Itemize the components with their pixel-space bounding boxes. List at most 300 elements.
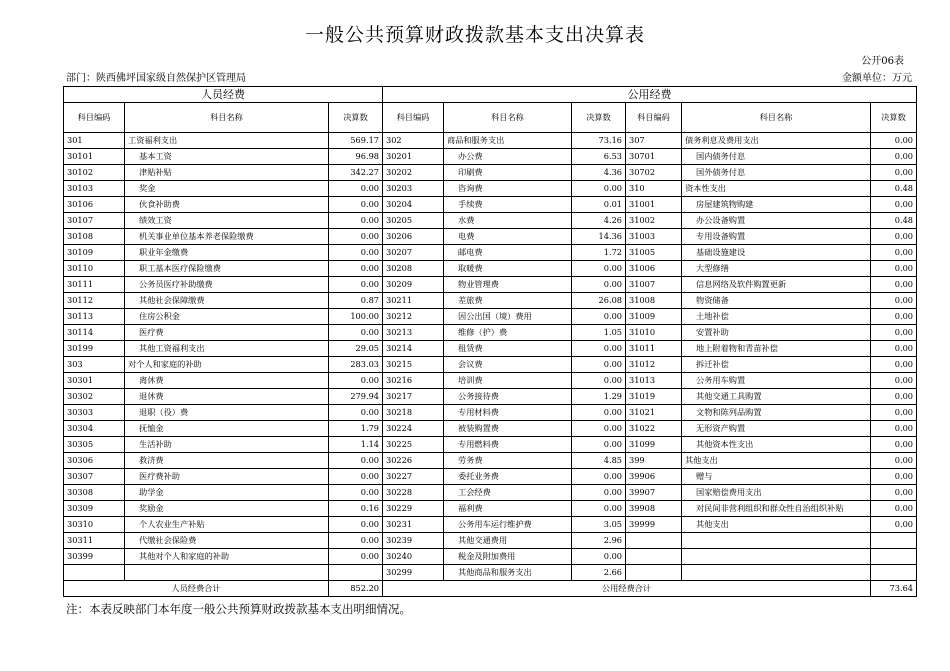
code-cell: 30203 bbox=[383, 181, 444, 197]
public-total-value: 73.64 bbox=[871, 581, 917, 597]
amount-cell: 3.05 bbox=[572, 517, 626, 533]
table-row bbox=[64, 293, 917, 309]
name-cell: 抚恤金 bbox=[125, 421, 329, 437]
code-cell: 39906 bbox=[626, 469, 682, 485]
code-cell: 30299 bbox=[383, 565, 444, 581]
code-cell: 30211 bbox=[383, 293, 444, 309]
code-cell: 30206 bbox=[383, 229, 444, 245]
table-row bbox=[64, 437, 917, 453]
amount-cell: 0.00 bbox=[329, 197, 383, 213]
amount-cell: 0.87 bbox=[329, 293, 383, 309]
code-cell: 30213 bbox=[383, 325, 444, 341]
code-cell: 30701 bbox=[626, 149, 682, 165]
table-row bbox=[64, 261, 917, 277]
name-cell: 拆迁补偿 bbox=[682, 357, 871, 373]
code-cell: 30209 bbox=[383, 277, 444, 293]
name-cell: 培训费 bbox=[444, 373, 572, 389]
col-header-amount: 决算数 bbox=[329, 103, 383, 133]
name-cell: 助学金 bbox=[125, 485, 329, 501]
name-cell: 津贴补贴 bbox=[125, 165, 329, 181]
name-cell: 退休费 bbox=[125, 389, 329, 405]
code-cell: 31019 bbox=[626, 389, 682, 405]
table-row bbox=[64, 517, 917, 533]
code-cell bbox=[64, 565, 125, 581]
code-cell: 303 bbox=[64, 357, 125, 373]
code-cell: 31009 bbox=[626, 309, 682, 325]
table-row bbox=[64, 197, 917, 213]
code-cell: 31002 bbox=[626, 213, 682, 229]
amount-cell: 0.00 bbox=[329, 453, 383, 469]
amount-cell: 0.00 bbox=[572, 485, 626, 501]
code-cell: 30231 bbox=[383, 517, 444, 533]
amount-cell: 0.00 bbox=[329, 373, 383, 389]
code-cell: 39999 bbox=[626, 517, 682, 533]
section-personnel: 人员经费 bbox=[64, 87, 383, 103]
amount-cell: 0.00 bbox=[572, 309, 626, 325]
table-row bbox=[64, 357, 917, 373]
amount-cell: 0.00 bbox=[572, 549, 626, 565]
amount-cell: 1.79 bbox=[329, 421, 383, 437]
name-cell: 奖励金 bbox=[125, 501, 329, 517]
code-cell: 31021 bbox=[626, 405, 682, 421]
code-cell: 31010 bbox=[626, 325, 682, 341]
name-cell: 税金及附加费用 bbox=[444, 549, 572, 565]
name-cell: 公务用车运行维护费 bbox=[444, 517, 572, 533]
name-cell: 奖金 bbox=[125, 181, 329, 197]
code-cell: 30207 bbox=[383, 245, 444, 261]
amount-cell: 0.00 bbox=[871, 373, 917, 389]
name-cell: 住房公积金 bbox=[125, 309, 329, 325]
name-cell: 绩效工资 bbox=[125, 213, 329, 229]
name-cell: 土地补偿 bbox=[682, 309, 871, 325]
amount-cell: 0.00 bbox=[871, 133, 917, 149]
name-cell: 因公出国（境）费用 bbox=[444, 309, 572, 325]
code-cell: 30110 bbox=[64, 261, 125, 277]
code-cell: 30227 bbox=[383, 469, 444, 485]
table-row bbox=[64, 245, 917, 261]
col-header-code: 科目编码 bbox=[626, 103, 682, 133]
amount-cell: 0.00 bbox=[572, 277, 626, 293]
name-cell: 公务接待费 bbox=[444, 389, 572, 405]
table-row bbox=[64, 341, 917, 357]
table-row bbox=[64, 549, 917, 565]
amount-cell: 0.00 bbox=[871, 437, 917, 453]
amount-cell: 0.00 bbox=[572, 469, 626, 485]
code-cell: 302 bbox=[383, 133, 444, 149]
name-cell: 其他资本性支出 bbox=[682, 437, 871, 453]
amount-cell: 1.05 bbox=[572, 325, 626, 341]
name-cell: 手续费 bbox=[444, 197, 572, 213]
code-cell: 31011 bbox=[626, 341, 682, 357]
name-cell: 租赁费 bbox=[444, 341, 572, 357]
code-cell: 30307 bbox=[64, 469, 125, 485]
name-cell: 安置补助 bbox=[682, 325, 871, 341]
amount-cell: 6.53 bbox=[572, 149, 626, 165]
amount-cell: 0.00 bbox=[572, 181, 626, 197]
amount-cell: 0.00 bbox=[329, 277, 383, 293]
code-cell: 31012 bbox=[626, 357, 682, 373]
amount-cell bbox=[871, 565, 917, 581]
code-cell: 30308 bbox=[64, 485, 125, 501]
amount-cell: 0.00 bbox=[572, 437, 626, 453]
amount-cell: 0.00 bbox=[572, 501, 626, 517]
code-cell: 30399 bbox=[64, 549, 125, 565]
name-cell: 物资储备 bbox=[682, 293, 871, 309]
amount-cell: 0.00 bbox=[572, 261, 626, 277]
name-cell: 劳务费 bbox=[444, 453, 572, 469]
name-cell: 其他对个人和家庭的补助 bbox=[125, 549, 329, 565]
amount-cell bbox=[871, 549, 917, 565]
amount-cell: 0.00 bbox=[329, 181, 383, 197]
amount-cell: 0.00 bbox=[871, 277, 917, 293]
code-cell: 30109 bbox=[64, 245, 125, 261]
amount-cell: 0.00 bbox=[572, 373, 626, 389]
amount-cell: 0.00 bbox=[329, 533, 383, 549]
name-cell: 被装购置费 bbox=[444, 421, 572, 437]
code-cell: 31099 bbox=[626, 437, 682, 453]
name-cell bbox=[682, 549, 871, 565]
amount-cell: 0.00 bbox=[871, 485, 917, 501]
name-cell: 电费 bbox=[444, 229, 572, 245]
name-cell: 医疗费 bbox=[125, 325, 329, 341]
amount-cell: 0.00 bbox=[329, 229, 383, 245]
name-cell: 信息网络及软件购置更新 bbox=[682, 277, 871, 293]
amount-cell: 0.00 bbox=[871, 501, 917, 517]
code-cell: 30217 bbox=[383, 389, 444, 405]
name-cell: 地上附着物和青苗补偿 bbox=[682, 341, 871, 357]
section-public: 公用经费 bbox=[383, 87, 917, 103]
amount-cell: 0.00 bbox=[871, 325, 917, 341]
table-row bbox=[64, 405, 917, 421]
table-row bbox=[64, 501, 917, 517]
name-cell: 印刷费 bbox=[444, 165, 572, 181]
name-cell: 其他支出 bbox=[682, 453, 871, 469]
code-cell: 31013 bbox=[626, 373, 682, 389]
code-cell: 30111 bbox=[64, 277, 125, 293]
code-cell: 30102 bbox=[64, 165, 125, 181]
name-cell: 差旅费 bbox=[444, 293, 572, 309]
amount-cell: 0.00 bbox=[329, 517, 383, 533]
name-cell: 其他社会保障缴费 bbox=[125, 293, 329, 309]
code-cell: 399 bbox=[626, 453, 682, 469]
unit-label: 金额单位：万元 bbox=[842, 73, 912, 84]
amount-cell: 0.00 bbox=[871, 293, 917, 309]
name-cell: 专用燃料费 bbox=[444, 437, 572, 453]
code-cell: 30114 bbox=[64, 325, 125, 341]
page-title: 一般公共预算财政拨款基本支出决算表 bbox=[304, 24, 645, 46]
amount-cell: 2.96 bbox=[572, 533, 626, 549]
amount-cell: 0.48 bbox=[871, 181, 917, 197]
amount-cell: 0.00 bbox=[329, 549, 383, 565]
code-cell: 31001 bbox=[626, 197, 682, 213]
amount-cell: 0.00 bbox=[871, 357, 917, 373]
name-cell: 伙食补助费 bbox=[125, 197, 329, 213]
table-row bbox=[64, 133, 917, 149]
amount-cell: 0.00 bbox=[871, 261, 917, 277]
name-cell: 国家赔偿费用支出 bbox=[682, 485, 871, 501]
code-cell: 30302 bbox=[64, 389, 125, 405]
code-cell: 30106 bbox=[64, 197, 125, 213]
name-cell: 福利费 bbox=[444, 501, 572, 517]
code-cell: 30226 bbox=[383, 453, 444, 469]
amount-cell: 0.00 bbox=[329, 405, 383, 421]
table-row bbox=[64, 213, 917, 229]
amount-cell: 0.00 bbox=[329, 261, 383, 277]
table-row bbox=[64, 453, 917, 469]
name-cell: 房屋建筑物购建 bbox=[682, 197, 871, 213]
amount-cell: 0.00 bbox=[871, 245, 917, 261]
department-label: 部门：陕西佛坪国家级自然保护区管理局 bbox=[66, 73, 246, 84]
table-row bbox=[64, 229, 917, 245]
table-code: 公开06表 bbox=[861, 56, 904, 67]
code-cell: 30107 bbox=[64, 213, 125, 229]
amount-cell: 0.00 bbox=[871, 149, 917, 165]
code-cell: 30218 bbox=[383, 405, 444, 421]
name-cell: 商品和服务支出 bbox=[444, 133, 572, 149]
code-cell: 31006 bbox=[626, 261, 682, 277]
name-cell: 其他工资福利支出 bbox=[125, 341, 329, 357]
code-cell: 30199 bbox=[64, 341, 125, 357]
code-cell: 30215 bbox=[383, 357, 444, 373]
name-cell: 办公费 bbox=[444, 149, 572, 165]
table-row bbox=[64, 165, 917, 181]
code-cell bbox=[626, 549, 682, 565]
name-cell: 水费 bbox=[444, 213, 572, 229]
amount-cell: 569.17 bbox=[329, 133, 383, 149]
name-cell: 咨询费 bbox=[444, 181, 572, 197]
col-header-code: 科目编码 bbox=[64, 103, 125, 133]
name-cell: 委托业务费 bbox=[444, 469, 572, 485]
table-row bbox=[64, 325, 917, 341]
amount-cell: 0.00 bbox=[871, 421, 917, 437]
code-cell: 30702 bbox=[626, 165, 682, 181]
table-row bbox=[64, 469, 917, 485]
code-cell: 30306 bbox=[64, 453, 125, 469]
name-cell: 债务利息及费用支出 bbox=[682, 133, 871, 149]
personnel-total-value: 852.20 bbox=[329, 581, 383, 597]
amount-cell: 0.00 bbox=[572, 341, 626, 357]
amount-cell: 283.03 bbox=[329, 357, 383, 373]
name-cell: 公务用车购置 bbox=[682, 373, 871, 389]
name-cell bbox=[125, 565, 329, 581]
table-row bbox=[64, 389, 917, 405]
name-cell: 机关事业单位基本养老保险缴费 bbox=[125, 229, 329, 245]
name-cell: 个人农业生产补贴 bbox=[125, 517, 329, 533]
name-cell: 职工基本医疗保险缴费 bbox=[125, 261, 329, 277]
code-cell: 310 bbox=[626, 181, 682, 197]
name-cell: 邮电费 bbox=[444, 245, 572, 261]
amount-cell: 0.00 bbox=[871, 309, 917, 325]
public-total-label: 公用经费合计 bbox=[383, 581, 871, 597]
amount-cell: 0.00 bbox=[871, 453, 917, 469]
code-cell: 30311 bbox=[64, 533, 125, 549]
code-cell: 30103 bbox=[64, 181, 125, 197]
amount-cell: 0.00 bbox=[329, 485, 383, 501]
name-cell: 国内债务付息 bbox=[682, 149, 871, 165]
name-cell: 其他商品和服务支出 bbox=[444, 565, 572, 581]
name-cell: 取暖费 bbox=[444, 261, 572, 277]
amount-cell: 1.29 bbox=[572, 389, 626, 405]
name-cell: 会议费 bbox=[444, 357, 572, 373]
col-header-name: 科目名称 bbox=[682, 103, 871, 133]
amount-cell: 0.00 bbox=[871, 197, 917, 213]
code-cell: 31007 bbox=[626, 277, 682, 293]
amount-cell: 14.36 bbox=[572, 229, 626, 245]
col-header-name: 科目名称 bbox=[125, 103, 329, 133]
name-cell: 对民间非营利组织和群众性自治组织补贴 bbox=[682, 501, 871, 517]
amount-cell: 0.00 bbox=[572, 421, 626, 437]
amount-cell bbox=[871, 533, 917, 549]
code-cell: 30101 bbox=[64, 149, 125, 165]
name-cell: 其他支出 bbox=[682, 517, 871, 533]
table-row bbox=[64, 277, 917, 293]
table-row bbox=[64, 565, 917, 581]
code-cell: 30214 bbox=[383, 341, 444, 357]
name-cell: 生活补助 bbox=[125, 437, 329, 453]
amount-cell: 73.16 bbox=[572, 133, 626, 149]
amount-cell: 0.00 bbox=[572, 357, 626, 373]
amount-cell: 0.00 bbox=[329, 325, 383, 341]
code-cell: 30303 bbox=[64, 405, 125, 421]
code-cell: 30304 bbox=[64, 421, 125, 437]
name-cell: 其他交通费用 bbox=[444, 533, 572, 549]
col-header-name: 科目名称 bbox=[444, 103, 572, 133]
name-cell: 退职（役）费 bbox=[125, 405, 329, 421]
code-cell: 30108 bbox=[64, 229, 125, 245]
table-row bbox=[64, 421, 917, 437]
amount-cell bbox=[329, 565, 383, 581]
code-cell: 30309 bbox=[64, 501, 125, 517]
amount-cell: 0.48 bbox=[871, 213, 917, 229]
code-cell: 30239 bbox=[383, 533, 444, 549]
amount-cell: 0.00 bbox=[329, 213, 383, 229]
name-cell: 物业管理费 bbox=[444, 277, 572, 293]
amount-cell: 0.00 bbox=[871, 389, 917, 405]
amount-cell: 1.72 bbox=[572, 245, 626, 261]
name-cell: 对个人和家庭的补助 bbox=[125, 357, 329, 373]
amount-cell: 279.94 bbox=[329, 389, 383, 405]
name-cell: 大型修缮 bbox=[682, 261, 871, 277]
col-header-code: 科目编码 bbox=[383, 103, 444, 133]
name-cell: 专用材料费 bbox=[444, 405, 572, 421]
expenditure-table bbox=[63, 86, 917, 597]
code-cell: 301 bbox=[64, 133, 125, 149]
code-cell: 30310 bbox=[64, 517, 125, 533]
name-cell: 维修（护）费 bbox=[444, 325, 572, 341]
amount-cell: 96.98 bbox=[329, 149, 383, 165]
name-cell: 基础设施建设 bbox=[682, 245, 871, 261]
table-row bbox=[64, 373, 917, 389]
code-cell: 30204 bbox=[383, 197, 444, 213]
amount-cell: 2.66 bbox=[572, 565, 626, 581]
amount-cell: 0.00 bbox=[871, 229, 917, 245]
name-cell bbox=[682, 533, 871, 549]
code-cell: 30201 bbox=[383, 149, 444, 165]
name-cell: 救济费 bbox=[125, 453, 329, 469]
code-cell: 30202 bbox=[383, 165, 444, 181]
code-cell: 30113 bbox=[64, 309, 125, 325]
amount-cell: 0.00 bbox=[329, 245, 383, 261]
code-cell: 30225 bbox=[383, 437, 444, 453]
footnote: 注：本表反映部门本年度一般公共预算财政拨款基本支出明细情况。 bbox=[66, 602, 411, 616]
name-cell: 国外债务付息 bbox=[682, 165, 871, 181]
name-cell: 职业年金缴费 bbox=[125, 245, 329, 261]
code-cell: 31022 bbox=[626, 421, 682, 437]
code-cell bbox=[626, 533, 682, 549]
col-header-amount: 决算数 bbox=[871, 103, 917, 133]
amount-cell: 0.16 bbox=[329, 501, 383, 517]
name-cell: 医疗费补助 bbox=[125, 469, 329, 485]
name-cell bbox=[682, 565, 871, 581]
table-row bbox=[64, 181, 917, 197]
personnel-total-label: 人员经费合计 bbox=[64, 581, 329, 597]
name-cell: 办公设备购置 bbox=[682, 213, 871, 229]
code-cell: 31005 bbox=[626, 245, 682, 261]
amount-cell: 100.00 bbox=[329, 309, 383, 325]
name-cell: 无形资产购置 bbox=[682, 421, 871, 437]
amount-cell: 4.36 bbox=[572, 165, 626, 181]
code-cell: 30228 bbox=[383, 485, 444, 501]
code-cell: 30208 bbox=[383, 261, 444, 277]
code-cell bbox=[626, 565, 682, 581]
name-cell: 离休费 bbox=[125, 373, 329, 389]
name-cell: 基本工资 bbox=[125, 149, 329, 165]
name-cell: 文物和陈列品购置 bbox=[682, 405, 871, 421]
amount-cell: 26.08 bbox=[572, 293, 626, 309]
amount-cell: 4.85 bbox=[572, 453, 626, 469]
amount-cell: 0.00 bbox=[871, 165, 917, 181]
code-cell: 30229 bbox=[383, 501, 444, 517]
amount-cell: 0.00 bbox=[572, 405, 626, 421]
table-row bbox=[64, 485, 917, 501]
code-cell: 30112 bbox=[64, 293, 125, 309]
name-cell: 工资福利支出 bbox=[125, 133, 329, 149]
name-cell: 资本性支出 bbox=[682, 181, 871, 197]
amount-cell: 4.26 bbox=[572, 213, 626, 229]
amount-cell: 0.00 bbox=[871, 517, 917, 533]
name-cell: 赠与 bbox=[682, 469, 871, 485]
name-cell: 专用设备购置 bbox=[682, 229, 871, 245]
code-cell: 30216 bbox=[383, 373, 444, 389]
name-cell: 代缴社会保险费 bbox=[125, 533, 329, 549]
code-cell: 30240 bbox=[383, 549, 444, 565]
col-header-amount: 决算数 bbox=[572, 103, 626, 133]
code-cell: 39907 bbox=[626, 485, 682, 501]
code-cell: 307 bbox=[626, 133, 682, 149]
name-cell: 公务员医疗补助缴费 bbox=[125, 277, 329, 293]
code-cell: 30301 bbox=[64, 373, 125, 389]
amount-cell: 342.27 bbox=[329, 165, 383, 181]
amount-cell: 1.14 bbox=[329, 437, 383, 453]
name-cell: 其他交通工具购置 bbox=[682, 389, 871, 405]
code-cell: 30224 bbox=[383, 421, 444, 437]
amount-cell: 29.05 bbox=[329, 341, 383, 357]
code-cell: 30305 bbox=[64, 437, 125, 453]
amount-cell: 0.00 bbox=[871, 469, 917, 485]
code-cell: 31008 bbox=[626, 293, 682, 309]
table-row bbox=[64, 533, 917, 549]
code-cell: 31003 bbox=[626, 229, 682, 245]
code-cell: 39908 bbox=[626, 501, 682, 517]
amount-cell: 0.01 bbox=[572, 197, 626, 213]
code-cell: 30205 bbox=[383, 213, 444, 229]
name-cell: 工会经费 bbox=[444, 485, 572, 501]
table-row bbox=[64, 149, 917, 165]
amount-cell: 0.00 bbox=[871, 405, 917, 421]
amount-cell: 0.00 bbox=[329, 469, 383, 485]
amount-cell: 0.00 bbox=[871, 341, 917, 357]
table-row bbox=[64, 309, 917, 325]
